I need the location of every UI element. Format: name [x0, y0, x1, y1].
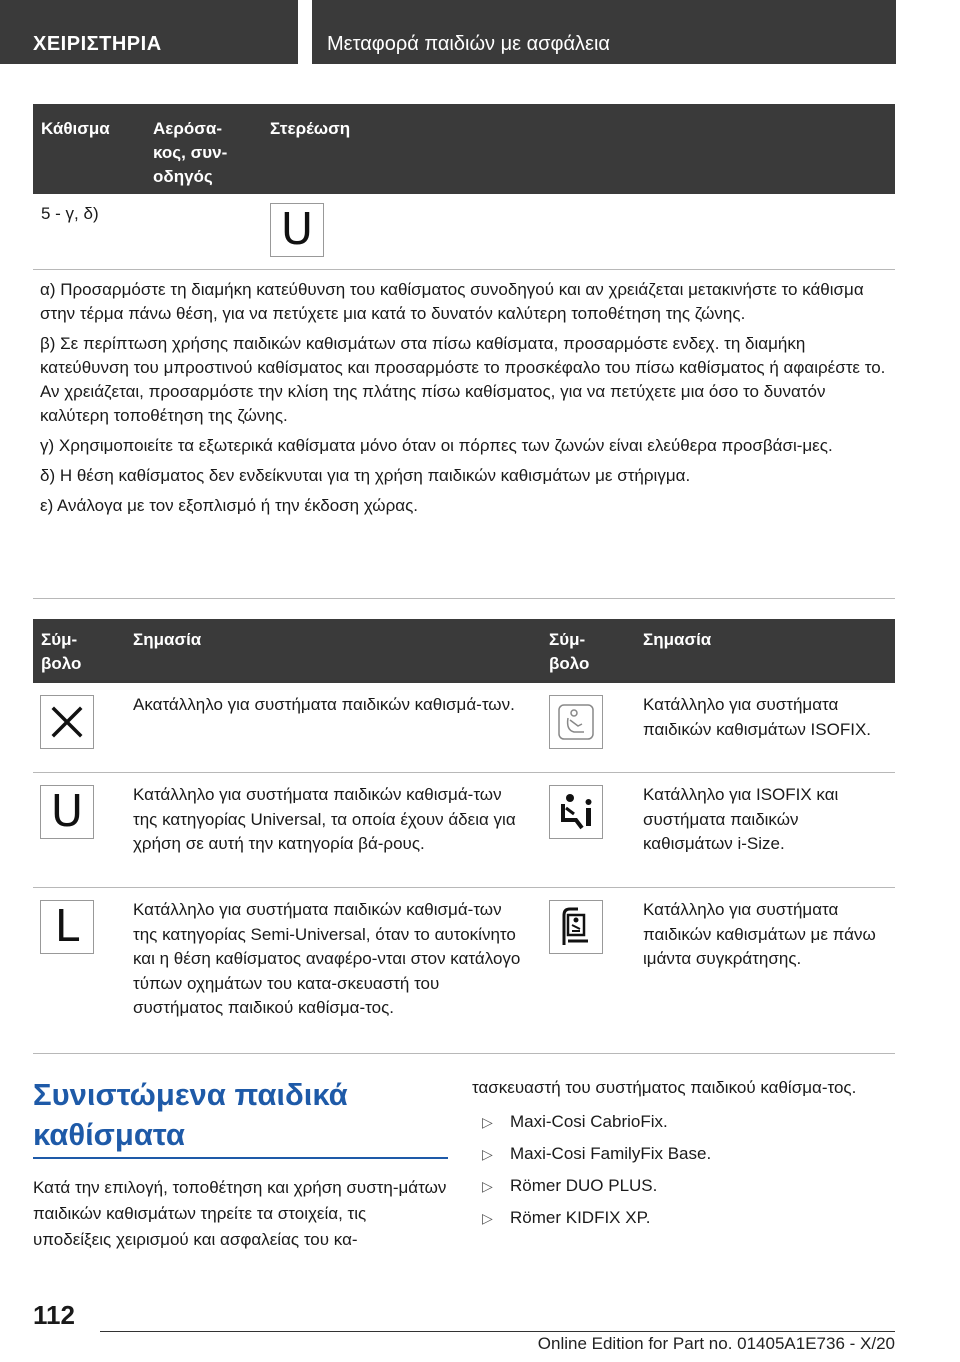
list-item-label: Römer DUO PLUS. [510, 1176, 658, 1195]
table-row [33, 773, 895, 888]
section-body-continued: τασκευαστή του συστήματος παιδικού καθίσμα-τος. [472, 1078, 857, 1097]
list-item-label: Maxi-Cosi FamilyFix Base. [510, 1144, 712, 1163]
col-symbol-1: Σύμ- βολο [41, 630, 82, 673]
page-title: Μεταφορά παιδιών με ασφάλεια [312, 0, 896, 64]
list-item [472, 1205, 892, 1231]
table-row [33, 194, 895, 270]
note-e: ε) Ανάλογα με τον εξοπλισμό ή την έκδοση χώρας. [40, 496, 418, 515]
section-heading: Συνιστώμενα παιδικά καθίσματα [33, 1077, 348, 1152]
triangle-bullet-icon: ▷ [482, 1114, 493, 1130]
universal-icon [40, 785, 94, 839]
list-item [472, 1173, 892, 1199]
chapter-tab: ΧΕΙΡΙΣΤΗΡΙΑ [0, 0, 298, 64]
table-row [33, 888, 895, 1054]
section-body: Κατά την επιλογή, τοποθέτηση και χρήση συστη-μάτων παιδικών καθισμάτων τηρείτε τα στοιχεία, τις υποδείξεις χειρισμού και ασφαλείας του κα- [33, 1178, 447, 1249]
triangle-bullet-icon: ▷ [482, 1178, 493, 1194]
semi-universal-letter: L [54, 901, 80, 952]
recommended-seat-list [472, 1109, 892, 1231]
isofix-i-size-icon [549, 785, 603, 839]
divider [33, 598, 895, 599]
col-symbol-2: Σύμ- βολο [549, 630, 590, 673]
list-item-label: Maxi-Cosi CabrioFix. [510, 1112, 668, 1131]
triangle-bullet-icon: ▷ [482, 1210, 493, 1226]
footnotes [40, 278, 890, 524]
triangle-bullet-icon: ▷ [482, 1146, 493, 1162]
x-icon [40, 695, 94, 749]
universal-letter: U [280, 204, 314, 255]
symbol-meaning: Κατάλληλο για ISOFIX και συστήματα παιδικών καθισμάτων i-Size. [643, 785, 839, 853]
seat-table-header [33, 104, 895, 194]
heading-underline [33, 1157, 448, 1159]
col-meaning-2: Σημασία [643, 630, 712, 649]
note-b: β) Σε περίπτωση χρήσης παιδικών καθισμάτων στα πίσω καθίσματα, προσαρμόστε ενδεχ. τη διαμήκη κατεύθυνση του μπροστινού καθίσματος και προσαρμόστε το προσκέφαλο του πίσω καθίσματος ή αφαιρέστε το. Αν χρειάζεται, προσαρμόστε την κλίση της πλάτης πίσω καθίσματος, για να πετύχετε μια όσο το δυνατόν καλύτερη τοποθέτηση της ζώνης. [40, 334, 886, 425]
semi-universal-icon [40, 900, 94, 954]
edition-note: Online Edition for Part no. 01405A1E736 - X/20 [537, 1334, 895, 1353]
list-item [472, 1109, 892, 1135]
symbol-meaning: Κατάλληλο για συστήματα παιδικών καθισμάτων με πάνω ιμάντα συγκράτησης. [643, 900, 876, 968]
isofix-seat-icon [549, 695, 603, 749]
universal-letter: U [50, 786, 84, 837]
symbol-meaning: Κατάλληλο για συστήματα παιδικών καθισμάτων ISOFIX. [643, 695, 872, 739]
col-seat: Κάθισμα [41, 119, 110, 138]
top-tether-seat-icon [549, 900, 603, 954]
note-d: δ) Η θέση καθίσματος δεν ενδείκνυται για τη χρήση παιδικών καθισμάτων με στήριγμα. [40, 466, 691, 485]
seat-position: 5 - γ, δ) [41, 204, 99, 223]
col-airbag: Αερόσα- κος, συν- οδηγός [153, 119, 228, 186]
symbol-meaning: Κατάλληλο για συστήματα παιδικών καθισμά-των της κατηγορίας Semi-Universal, όταν το αυτοκίνητο και η θέση καθίσματος αναφέρο-νται στον κατάλογο τύπων οχημάτων του κατα-σκευαστή του συστήματος παιδικού καθίσμα-τος. [133, 900, 521, 1017]
note-a: α) Προσαρμόστε τη διαμήκη κατεύθυνση του καθίσματος συνοδηγού και αν χρειάζεται μετακινήστε το κάθισμα στην τέρμα πάνω θέση, για να πετύχετε μια κατά το δυνατόν καλύτερη τοποθέτηση της ζώνης. [40, 280, 864, 323]
col-mounting: Στερέωση [270, 119, 351, 138]
note-c: γ) Χρησιμοποιείτε τα εξωτερικά καθίσματα μόνο όταν οι πόρπες των ζωνών είναι ελεύθερα προσβάσι-μες. [40, 436, 833, 455]
col-meaning-1: Σημασία [133, 630, 202, 649]
list-item-label: Römer KIDFIX XP. [510, 1208, 651, 1227]
symbol-meaning: Κατάλληλο για συστήματα παιδικών καθισμά-των της κατηγορίας Universal, τα οποία έχουν άδεια για χρήση σε αυτή την κατηγορία βά-ρους. [133, 785, 516, 853]
section-continued [472, 1075, 892, 1237]
symbol-table-header [33, 619, 895, 683]
footer-divider [100, 1331, 895, 1332]
symbol-meaning: Ακατάλληλο για συστήματα παιδικών καθισμά-των. [133, 695, 515, 714]
list-item [472, 1141, 892, 1167]
page-number: 112 [33, 1300, 75, 1330]
universal-icon [270, 203, 324, 257]
table-row [33, 683, 895, 773]
